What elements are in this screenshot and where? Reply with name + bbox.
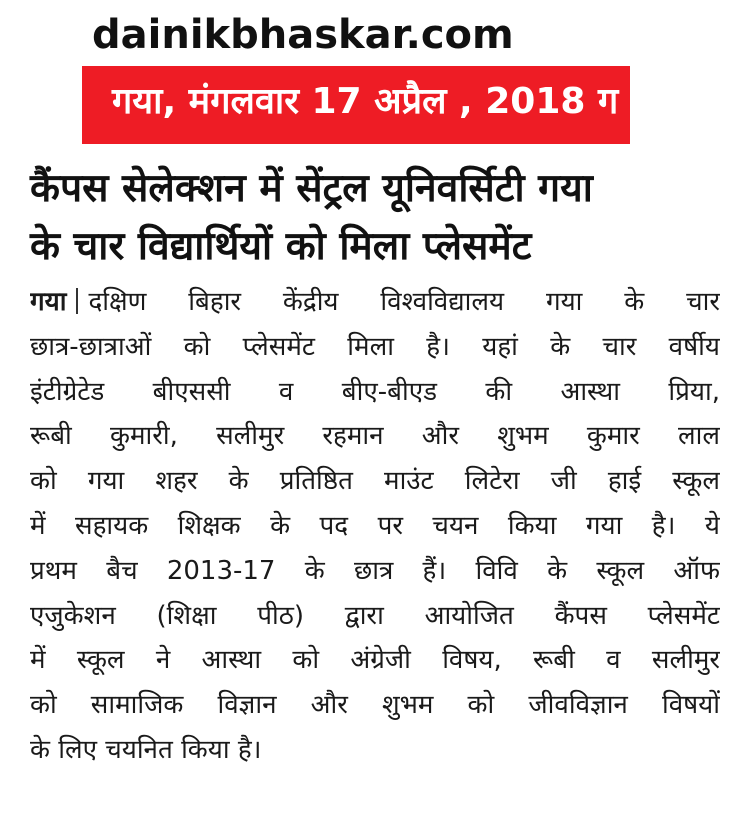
dateline-separator [76, 288, 78, 314]
headline-line: के चार विद्यार्थियों को मिला प्लेसमेंट [30, 224, 532, 269]
article-line: एजुकेशन (शिक्षा पीठ) द्वारा आयोजित कैंपस प्लेसमेंट [30, 600, 720, 631]
article-headline [30, 160, 730, 276]
dateline: गया [30, 287, 67, 317]
article-line: के लिए चयनित किया है। [30, 734, 262, 765]
headline-line: कैंपस सेलेक्शन में सेंट्रल यूनिवर्सिटी गया [30, 166, 593, 211]
date-banner [82, 66, 630, 144]
article-line-text: दक्षिण बिहार केंद्रीय विश्वविद्यालय गया के चार [88, 287, 720, 317]
article-line: प्रथम बैच 2013-17 के छात्र हैं। विवि के स्कूल ऑफ [30, 555, 720, 586]
article-line: में स्कूल ने आस्था को अंग्रेजी विषय, रूबी व सलीमुर [30, 645, 720, 676]
article-line: रूबी कुमारी, सलीमुर रहमान और शुभम कुमार लाल [30, 421, 720, 452]
article-line: को सामाजिक विज्ञान और शुभम को जीवविज्ञान विषयों [30, 690, 720, 721]
site-name: dainikbhaskar.com [92, 12, 514, 58]
date-banner-text: गया, मंगलवार 17 अप्रैल , 2018 ग [112, 81, 619, 122]
article-line: इंटीग्रेटेड बीएससी व बीए-बीएड की आस्था प्रिया, [30, 376, 720, 407]
article-line: में सहायक शिक्षक के पद पर चयन किया गया है। ये [30, 510, 720, 541]
article-line [30, 280, 720, 325]
article-line: छात्र-छात्राओं को प्लेसमेंट मिला है। यहां के चार वर्षीय [30, 331, 720, 362]
article-body [30, 280, 720, 773]
article-line: को गया शहर के प्रतिष्ठित माउंट लिटेरा जी हाई स्कूल [30, 466, 720, 497]
